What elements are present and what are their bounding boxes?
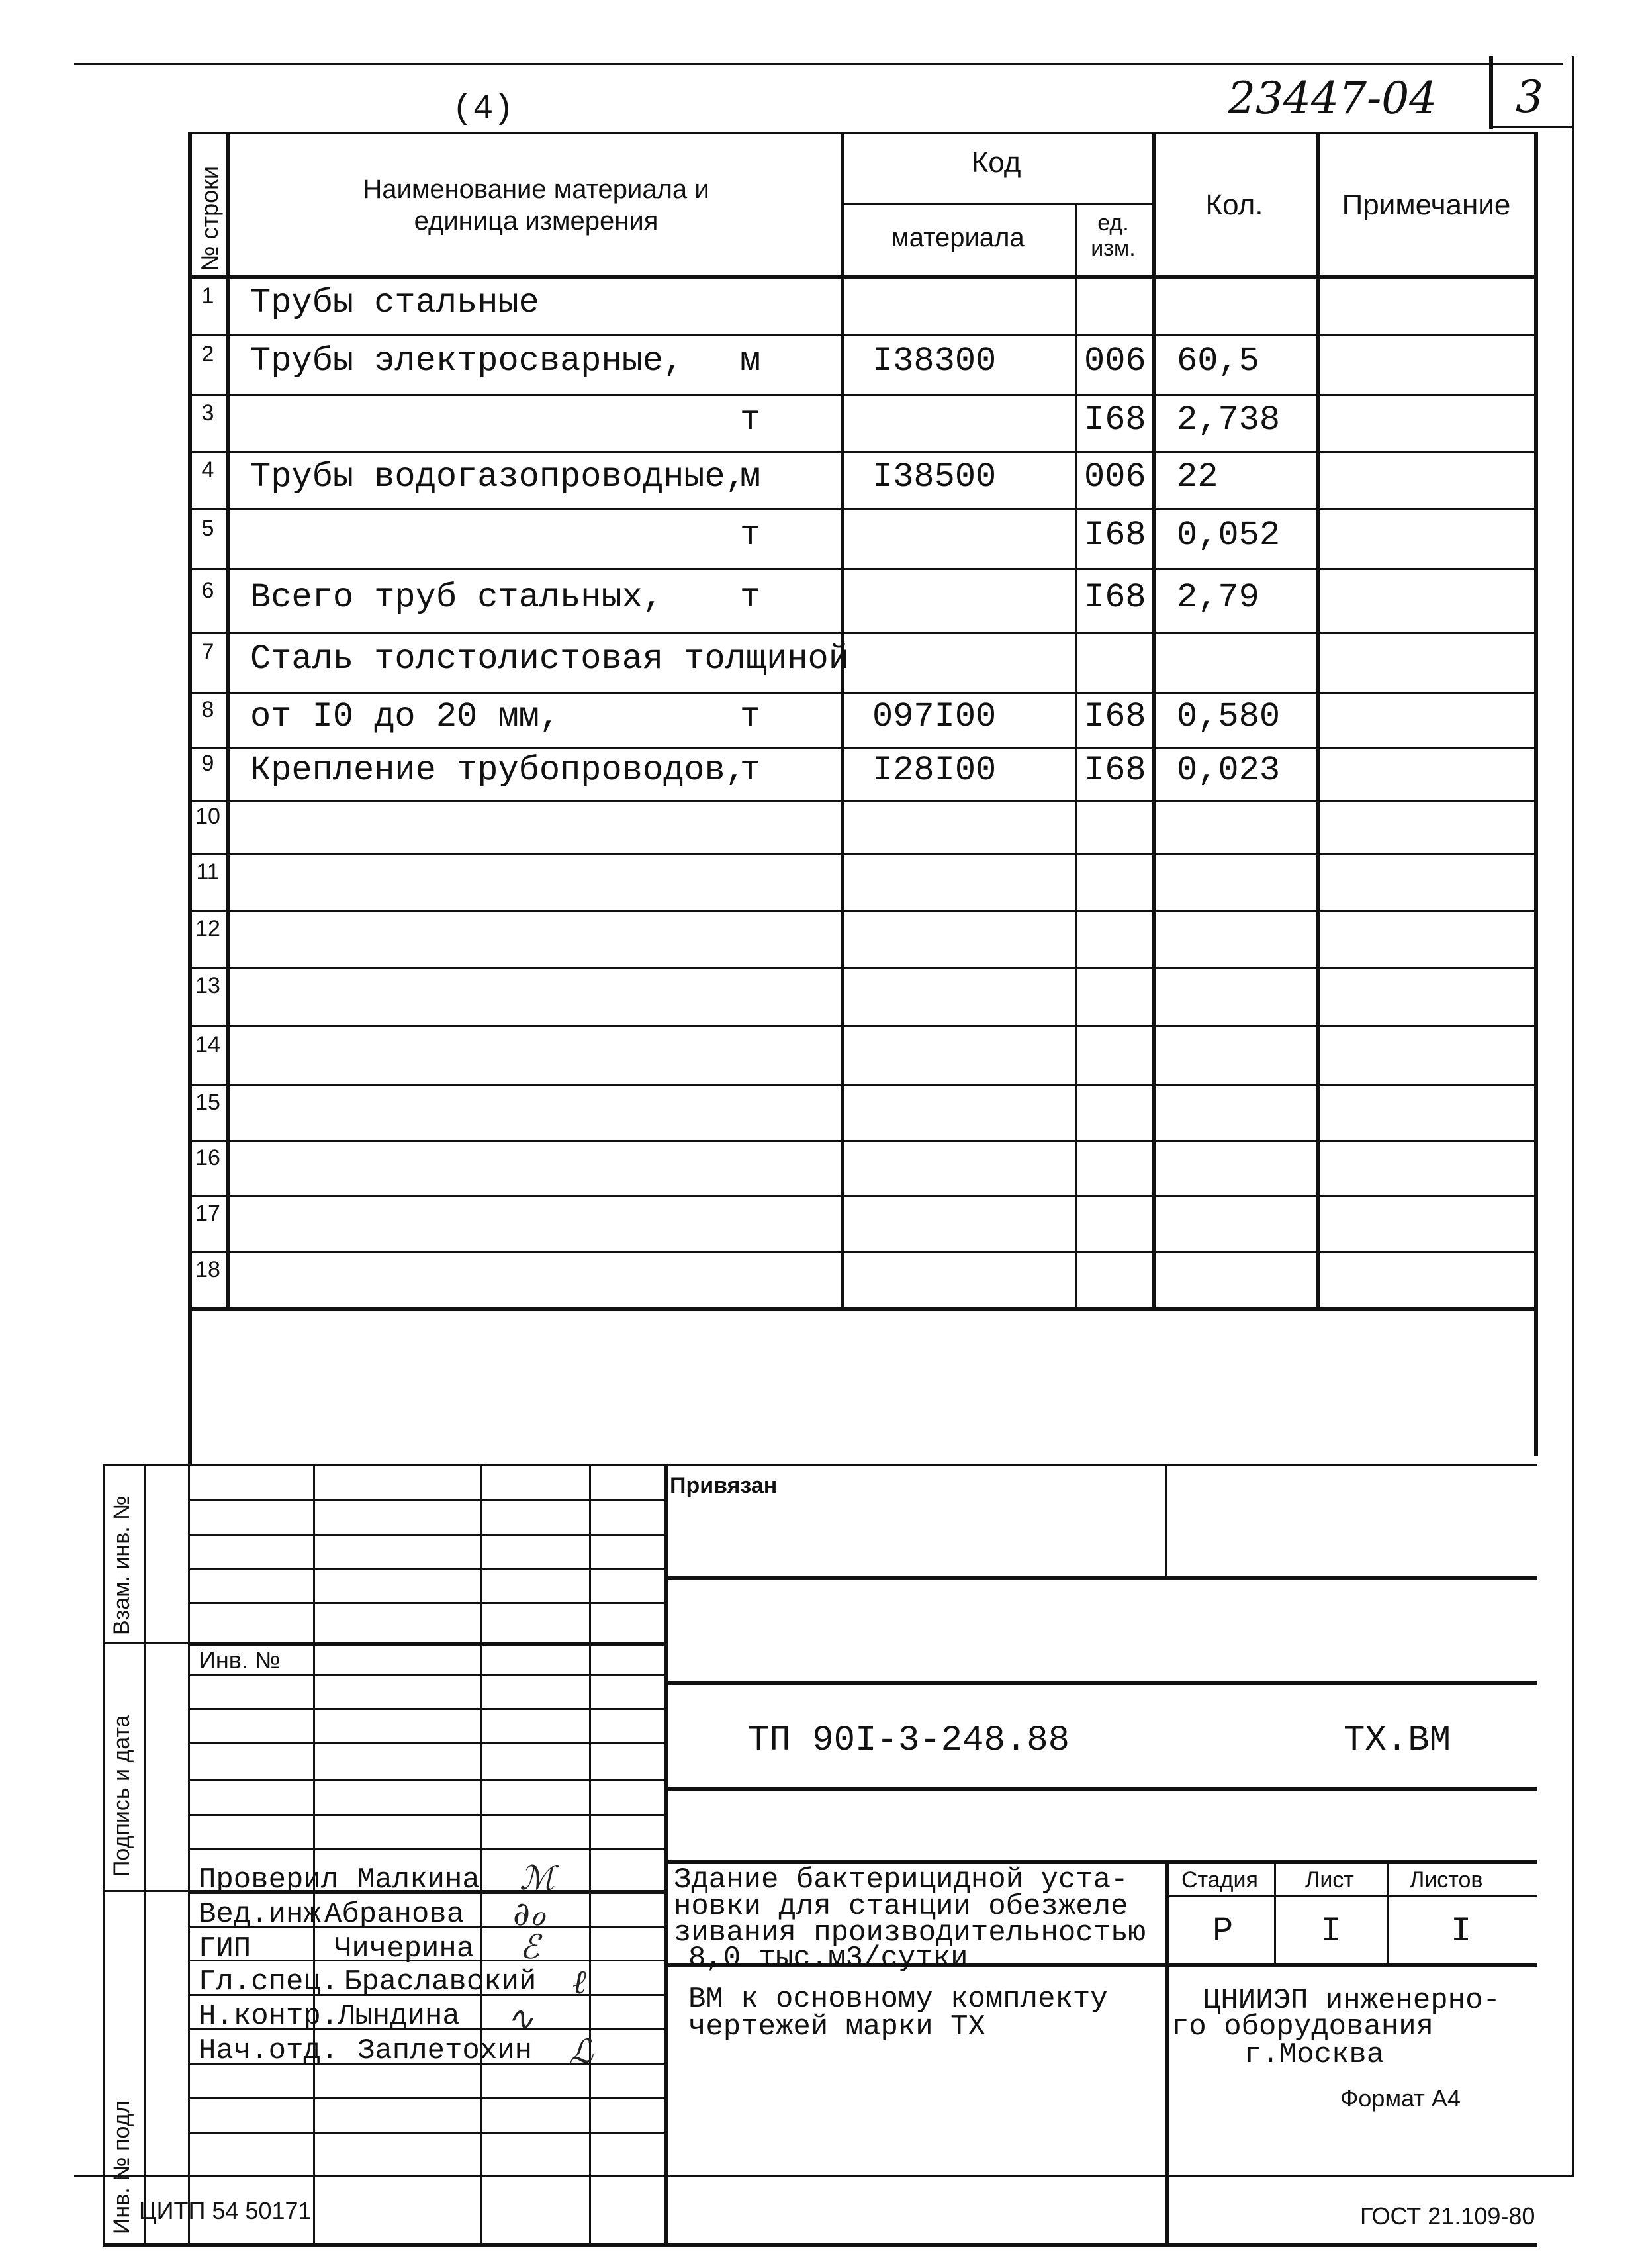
row-divider [188, 632, 1538, 634]
row-divider [188, 853, 1538, 855]
footer-left: ЦИТП 54 50171 [139, 2197, 312, 2224]
building-description-line-1: Здание бактерицидной уста- [674, 1864, 1128, 1897]
document-description-line-1: ВМ к основному комплекту [688, 1983, 1108, 2016]
row-number: 2 [201, 342, 214, 367]
row-divider [188, 1251, 1538, 1253]
material-name: Трубы водогазопроводные, [250, 457, 746, 496]
material-code: I38300 [872, 342, 997, 381]
unit-of-measure: т [740, 696, 761, 736]
staff-role: Вед.инж [199, 1898, 321, 1931]
col-header-material: материала [891, 223, 1025, 252]
material-code: I28I00 [872, 751, 997, 790]
row-number: 7 [201, 639, 214, 665]
stage-value: Р [1212, 1912, 1234, 1951]
material-code: 097I00 [872, 696, 997, 736]
material-name: Всего труб стальных, [250, 577, 664, 617]
unit-of-measure: т [740, 515, 761, 555]
row-divider [188, 1140, 1538, 1142]
staff-name: Малкина [357, 1864, 480, 1897]
privyazan-label: Привязан [670, 1473, 778, 1498]
document-description-line-2: чертежей марки ТХ [688, 2010, 985, 2044]
sheets-label: Листов [1410, 1867, 1483, 1893]
staff-role: Н.контр. [199, 2000, 339, 2033]
side-label-vzam: Взам. инв. № [109, 1495, 134, 1635]
row-divider [188, 800, 1538, 802]
quantity: 2,79 [1177, 577, 1259, 617]
quantity: 0,023 [1177, 751, 1281, 790]
row-number: 10 [195, 804, 220, 829]
row-number: 8 [201, 696, 214, 722]
staff-name: Чичерина [334, 1932, 475, 1965]
organization-line-2: го оборудования [1171, 2010, 1434, 2044]
unit-code: I68 [1084, 696, 1146, 736]
unit-of-measure: т [740, 577, 761, 617]
row-number: 14 [195, 1032, 220, 1057]
row-divider [188, 508, 1538, 510]
unit-code: 006 [1084, 342, 1146, 381]
row-number: 15 [195, 1090, 220, 1115]
building-description-line-4: 8,0 тыс.м3/сутки [688, 1942, 968, 1975]
material-code: I38500 [872, 457, 997, 496]
row-divider [188, 1084, 1538, 1086]
staff-name: Абранова [324, 1898, 465, 1931]
row-number: 3 [201, 400, 214, 426]
row-number: 5 [201, 515, 214, 541]
sheet-label: Лист [1305, 1867, 1354, 1893]
inv-number-label: Инв. № [199, 1646, 281, 1674]
document-number: 23447-04 [1228, 73, 1437, 124]
row-number: 9 [201, 751, 214, 776]
row-number: 1 [201, 283, 214, 308]
signature-malkina: ℳ [520, 1859, 555, 1897]
quantity: 60,5 [1177, 342, 1259, 381]
page-marker: (4) [452, 89, 514, 128]
staff-role: Проверил [199, 1864, 339, 1897]
row-divider [188, 910, 1538, 912]
col-header-quantity: Кол. [1205, 189, 1263, 221]
row-divider [188, 394, 1538, 396]
unit-of-measure: м [740, 342, 761, 381]
col-header-code: Код [971, 146, 1021, 179]
unit-of-measure: т [740, 751, 761, 790]
row-divider [188, 1025, 1538, 1027]
row-divider [188, 692, 1538, 694]
material-name: Трубы стальные [250, 283, 539, 322]
row-divider [188, 334, 1538, 336]
material-name: Сталь толстолистовая толщиной [250, 639, 849, 679]
signature-braslavsky: ℓ [572, 1963, 586, 2001]
unit-of-measure: т [740, 400, 761, 440]
row-number: 17 [195, 1200, 220, 1226]
quantity: 2,738 [1177, 400, 1281, 440]
format-label: Формат А4 [1340, 2085, 1461, 2112]
side-label-podpis: Подпись и дата [109, 1715, 134, 1877]
staff-role: ГИП [199, 1932, 251, 1965]
unit-of-measure: м [740, 457, 761, 496]
quantity: 0,580 [1177, 696, 1281, 736]
building-description-line-2: новки для станции обезжеле [674, 1890, 1128, 1923]
row-divider [188, 568, 1538, 570]
col-header-note: Примечание [1342, 189, 1511, 221]
staff-role: Гл.спец. [199, 1965, 339, 1999]
unit-code: I68 [1084, 577, 1146, 617]
signature-zapletokhin: ℒ [569, 2032, 594, 2071]
signature-lyndina: ∿ [506, 1999, 534, 2038]
quantity: 22 [1177, 457, 1218, 496]
row-number: 16 [195, 1145, 220, 1170]
staff-role: Нач.отд. [199, 2034, 339, 2067]
organization-line-3: г.Москва [1244, 2038, 1385, 2071]
material-name: Трубы электросварные, [250, 342, 684, 381]
organization-line-1: ЦНИИЭП инженерно- [1203, 1984, 1500, 2017]
unit-code: 006 [1084, 457, 1146, 496]
building-description-line-3: зивания производительностью [674, 1916, 1146, 1950]
quantity: 0,052 [1177, 515, 1281, 555]
material-name: Крепление трубопроводов, [250, 751, 746, 790]
stage-label: Стадия [1181, 1867, 1258, 1893]
drawing-mark: ТХ.ВМ [1344, 1721, 1451, 1761]
unit-code: I68 [1084, 515, 1146, 555]
staff-name: Браславский [344, 1965, 537, 1999]
row-divider [188, 451, 1538, 453]
unit-code: I68 [1084, 751, 1146, 790]
row-number: 12 [195, 916, 220, 941]
col-header-name: Наименование материала и единица измерения [363, 175, 709, 236]
row-number: 11 [196, 859, 220, 884]
material-name: от I0 до 20 мм, [250, 696, 561, 736]
unit-code: I68 [1084, 400, 1146, 440]
row-number: 6 [201, 577, 214, 603]
side-label-inv: Инв. № подл [109, 2100, 134, 2234]
sheets-value: I [1451, 1912, 1472, 1951]
col-header-unit: ед. изм. [1091, 211, 1136, 261]
signature-chicherina: ℰ [520, 1928, 540, 1966]
row-divider [188, 967, 1538, 969]
col-header-row-number: № строки [196, 165, 223, 271]
row-number: 13 [195, 973, 220, 998]
row-number: 18 [195, 1256, 220, 1282]
row-number: 4 [201, 457, 214, 483]
row-divider [188, 747, 1538, 749]
staff-name: Лындина [338, 2000, 460, 2033]
sheet-number: 3 [1516, 71, 1543, 122]
signature-abranova: ∂ℴ [513, 1895, 545, 1933]
staff-name: Заплетохин [357, 2034, 533, 2067]
row-divider [188, 1195, 1538, 1197]
footer-right: ГОСТ 21.109-80 [1360, 2202, 1535, 2230]
sheet-value: I [1320, 1912, 1342, 1951]
project-code: ТП 90I-3-248.88 [748, 1721, 1070, 1761]
